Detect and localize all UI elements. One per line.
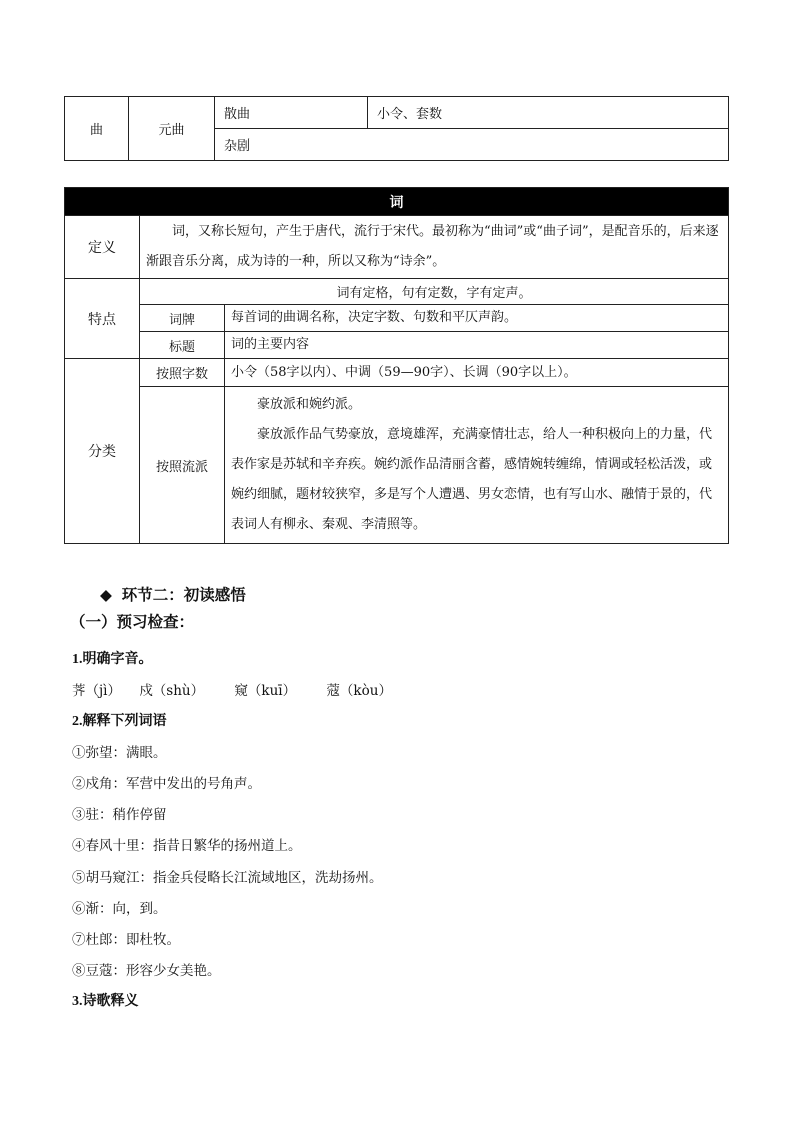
feature-name: 标题 xyxy=(140,332,225,359)
pinyin-item: 荠（jì） xyxy=(72,683,122,699)
features-summary: 词有定格，句有定数，字有定声。 xyxy=(140,279,729,305)
pinyin-item: 蔻（kòu） xyxy=(326,683,392,699)
classification-label: 分类 xyxy=(65,359,140,544)
features-label: 特点 xyxy=(65,279,140,359)
pinyin-item: 窥（kuī） xyxy=(234,683,297,699)
by-school-cell xyxy=(225,387,729,544)
by-school-intro: 豪放派和婉约派。 xyxy=(257,397,362,412)
vocab-item: ④春风十里：指昔日繁华的扬州道上。 xyxy=(72,838,302,854)
by-length-label: 按照字数 xyxy=(140,359,225,387)
pinyin-row xyxy=(72,679,392,699)
by-school-label: 按照流派 xyxy=(140,387,225,544)
question-2-title: 2.解释下列词语 xyxy=(72,714,167,729)
qu-table xyxy=(64,96,729,161)
feature-desc: 每首词的曲调名称，决定字数、句数和平仄声韵。 xyxy=(225,305,729,332)
qu-type-cell: 杂剧 xyxy=(215,129,729,161)
vocab-item: ②戍角：军营中发出的号角声。 xyxy=(72,776,261,792)
question-1-title: 1.明确字音。 xyxy=(72,652,153,667)
question-3-title: 3.诗歌释义 xyxy=(72,994,139,1009)
feature-desc: 词的主要内容 xyxy=(225,332,729,359)
diamond-bullet-icon: ◆ xyxy=(100,587,112,604)
qu-type-cell: 散曲 xyxy=(215,97,368,129)
qu-genre-cell: 曲 xyxy=(65,97,129,161)
vocab-item: ①弥望：满眼。 xyxy=(72,745,167,761)
feature-name: 词牌 xyxy=(140,305,225,332)
by-school-desc: 豪放派作品气势豪放，意境雄浑，充满豪情壮志，给人一种积极向上的力量，代表作家是苏轼和辛弃疾。婉约派作品清丽含蓄，感情婉转缠绵，情调或轻松活泼，或婉约细腻，题材较狭窄，多是写个人遭遇、男女恋情，也有写山水、融情于景的，代表词人有柳永、秦观、李清照等。 xyxy=(231,427,713,532)
by-length-desc: 小令（58字以内）、中调（59—90字）、长调（90字以上）。 xyxy=(225,359,729,387)
ci-table xyxy=(64,187,729,544)
vocab-item: ⑧豆蔻：形容少女美艳。 xyxy=(72,963,221,979)
definition-label: 定义 xyxy=(65,216,140,279)
qu-era-cell: 元曲 xyxy=(129,97,215,161)
vocab-item: ⑦杜郎：即杜牧。 xyxy=(72,932,180,948)
subsection-title: （一）预习检查： xyxy=(70,614,195,631)
section-heading xyxy=(100,583,246,605)
definition-text: 词，又称长短句，产生于唐代，流行于宋代。最初称为“曲词”或“曲子词”，是配音乐的，后来逐渐跟音乐分离，成为诗的一种，所以又称为“诗余”。 xyxy=(140,216,729,279)
pinyin-item: 戍（shù） xyxy=(139,683,205,699)
vocab-item: ③驻：稍作停留 xyxy=(72,807,167,823)
qu-detail-cell: 小令、套数 xyxy=(368,97,729,129)
vocab-item: ⑥渐：向，到。 xyxy=(72,901,167,917)
section-title: 环节二：初读感悟 xyxy=(121,587,246,604)
ci-table-header: 词 xyxy=(65,188,729,216)
vocab-item: ⑤胡马窥江：指金兵侵略长江流域地区，洗劫扬州。 xyxy=(72,870,383,886)
